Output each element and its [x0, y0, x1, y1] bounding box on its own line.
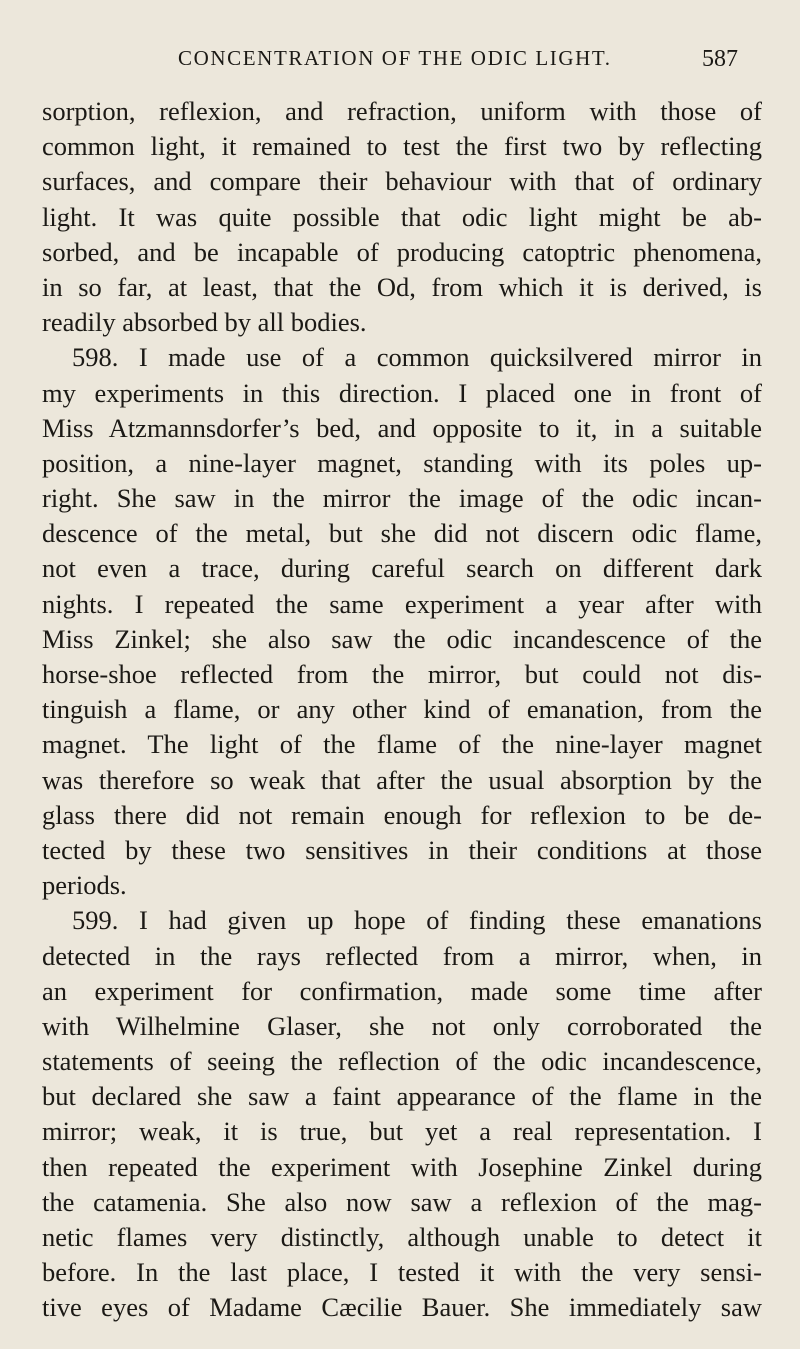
text-line: then repeated the experiment with Josephine Zinkel during	[42, 1151, 762, 1182]
text-line: with Wilhelmine Glaser, she not only corroborated the	[42, 1010, 762, 1041]
text-line: nights. I repeated the same experiment a year after with	[42, 588, 762, 619]
text-line: but declared she saw a faint appearance of the flame in the	[42, 1081, 762, 1112]
paragraph-598-start: 598. I made use of a common quicksilvered mirror in	[72, 342, 762, 373]
text-line: readily absorbed by all bodies.	[42, 307, 367, 338]
text-line: in so far, at least, that the Od, from which it is derived, is	[42, 271, 762, 302]
page-header	[0, 28, 800, 72]
text-line: not even a trace, during careful search on different dark	[42, 553, 762, 584]
text-line: tive eyes of Madame Cæcilie Bauer. She immediately saw	[42, 1292, 762, 1323]
text-line: horse-shoe reflected from the mirror, but could not dis-	[42, 659, 762, 689]
text-line: the catamenia. She also now saw a reflexion of the mag-	[42, 1186, 762, 1217]
text-line: before. In the last place, I tested it with the very sensi-	[42, 1257, 762, 1288]
text-line: position, a nine-layer magnet, standing with its poles up-	[42, 447, 762, 478]
page-number: 587	[702, 46, 738, 72]
text-line: periods.	[42, 870, 127, 901]
text-line: light. It was quite possible that odic light might be ab-	[42, 201, 762, 232]
text-line: statements of seeing the reflection of the odic incandescence,	[42, 1046, 762, 1077]
text-line: sorption, reflexion, and refraction, uniform with those of	[42, 96, 762, 126]
text-line: magnet. The light of the flame of the nine-layer magnet	[42, 729, 762, 760]
text-line: detected in the rays reflected from a mirror, when, in	[42, 940, 762, 971]
text-line: descence of the metal, but she did not discern odic flame,	[42, 518, 762, 549]
paragraph-599-start: 599. I had given up hope of finding these emanations	[72, 905, 762, 936]
text-line: right. She saw in the mirror the image of the odic incan-	[42, 483, 762, 514]
text-line: an experiment for confirmation, made some time after	[42, 975, 762, 1006]
text-line: tected by these two sensitives in their conditions at those	[42, 834, 762, 865]
text-line: was therefore so weak that after the usual absorption by the	[42, 764, 762, 795]
body-text	[42, 94, 762, 1326]
text-line: netic flames very distinctly, although unable to detect it	[42, 1222, 762, 1252]
text-line: sorbed, and be incapable of producing catoptric phenomena,	[42, 236, 762, 267]
text-line: mirror; weak, it is true, but yet a real representation. I	[42, 1116, 762, 1147]
running-head: CONCENTRATION OF THE ODIC LIGHT.	[178, 46, 612, 70]
text-line: glass there did not remain enough for reflexion to be de-	[42, 799, 762, 830]
text-line: Miss Atzmannsdorfer’s bed, and opposite to it, in a suitable	[42, 412, 762, 443]
text-line: my experiments in this direction. I placed one in front of	[42, 377, 762, 408]
text-line: Miss Zinkel; she also saw the odic incandescence of the	[42, 623, 762, 654]
text-line: surfaces, and compare their behaviour with that of ordinary	[42, 166, 762, 197]
text-line: tinguish a flame, or any other kind of emanation, from the	[42, 694, 762, 725]
text-line: common light, it remained to test the first two by reflecting	[42, 131, 762, 162]
